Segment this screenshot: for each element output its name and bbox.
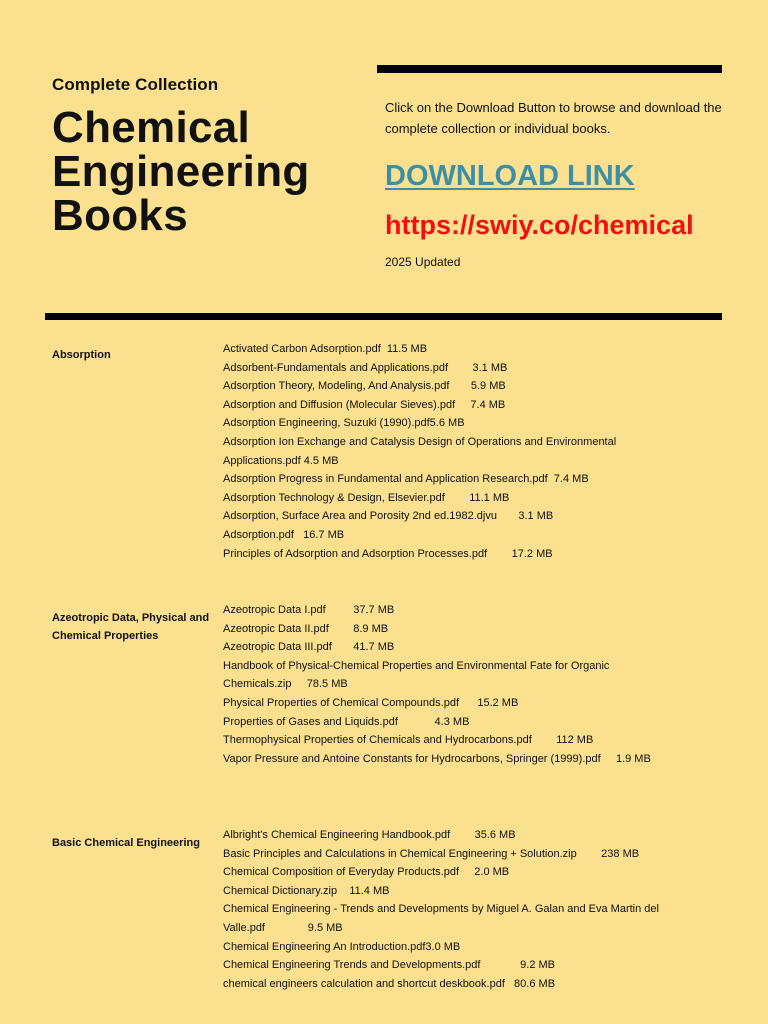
download-url-link[interactable]: https://swiy.co/chemical: [385, 210, 694, 240]
book-line: Principles of Adsorption and Adsorption Processes.pdf 17.2 MB: [223, 547, 553, 560]
book-line: Azeotropic Data III.pdf 41.7 MB: [223, 641, 395, 654]
book-line: Adsorption Progress in Fundamental and Application Research.pdf 7.4 MB: [223, 473, 589, 486]
book-line: Adsorption.pdf 16.7 MB: [223, 528, 345, 541]
book-line: Adsorption Engineering, Suzuki (1990).pdf5.6 MB: [223, 417, 465, 430]
download-link[interactable]: DOWNLOAD LINK: [385, 160, 635, 192]
section-label: Basic Chemical Engineering: [52, 837, 200, 849]
book-line: Basic Principles and Calculations in Chemical Engineering + Solution.zip 238 MB: [223, 847, 640, 860]
book-line: Chemical Engineering Trends and Developments.pdf 9.2 MB: [223, 959, 556, 972]
book-line: Adsorbent-Fundamentals and Applications.pdf 3.1 MB: [223, 361, 508, 374]
book-list: [223, 826, 733, 993]
book-line: Chemical Engineering An Introduction.pdf3.0 MB: [223, 940, 461, 953]
updated-note: 2025 Updated: [385, 255, 461, 269]
book-line: Activated Carbon Adsorption.pdf 11.5 MB: [223, 343, 428, 355]
book-line: Thermophysical Properties of Chemicals and Hydrocarbons.pdf 112 MB: [223, 734, 594, 747]
book-list: [223, 601, 733, 768]
book-line: Adsorption Technology & Design, Elsevier.pdf 11.1 MB: [223, 491, 510, 504]
book-line: Chemical Composition of Everyday Products.pdf 2.0 MB: [223, 866, 510, 879]
book-line: Azeotropic Data II.pdf 8.9 MB: [223, 622, 389, 635]
book-line: Valle.pdf 9.5 MB: [223, 921, 343, 934]
book-line: Adsorption Theory, Modeling, And Analysis.pdf 5.9 MB: [223, 380, 506, 393]
subtitle: Complete Collection: [52, 75, 219, 94]
title-line-3: Books: [52, 191, 188, 240]
book-line: Adsorption and Diffusion (Molecular Sieves).pdf 7.4 MB: [223, 398, 506, 411]
book-line: Applications.pdf 4.5 MB: [223, 454, 339, 467]
title-line-1: Chemical: [52, 103, 251, 152]
book-line: Adsorption, Surface Area and Porosity 2nd ed.1982.djvu 3.1 MB: [223, 510, 554, 523]
book-line: Albright's Chemical Engineering Handbook.pdf 35.6 MB: [223, 829, 516, 841]
page-title: [52, 103, 310, 240]
intro-text: Click on the Download Button to browse and download the complete collection or individual books.: [385, 100, 722, 136]
book-line: Adsorption Ion Exchange and Catalysis Design of Operations and Environmental: [223, 435, 617, 448]
book-line: Azeotropic Data I.pdf 37.7 MB: [223, 604, 395, 616]
book-line: Physical Properties of Chemical Compounds.pdf 15.2 MB: [223, 696, 519, 709]
book-line: Vapor Pressure and Antoine Constants for Hydrocarbons, Springer (1999).pdf 1.9 MB: [223, 752, 651, 765]
section-divider: [45, 313, 722, 320]
title-line-2: Engineering: [52, 147, 310, 196]
book-line: Chemicals.zip 78.5 MB: [223, 678, 348, 691]
book-list: [223, 340, 733, 563]
book-line: Properties of Gases and Liquids.pdf 4.3 MB: [223, 715, 470, 728]
top-bar-divider: [377, 65, 722, 73]
section-label: Absorption: [52, 349, 111, 361]
section-label: Azeotropic Data, Physical and Chemical Properties: [52, 612, 210, 642]
book-line: chemical engineers calculation and shortcut deskbook.pdf 80.6 MB: [223, 977, 556, 990]
book-line: Chemical Engineering - Trends and Developments by Miguel A. Galan and Eva Martin del: [223, 903, 659, 916]
book-line: Handbook of Physical-Chemical Properties and Environmental Fate for Organic: [223, 659, 610, 672]
book-line: Chemical Dictionary.zip 11.4 MB: [223, 884, 390, 897]
